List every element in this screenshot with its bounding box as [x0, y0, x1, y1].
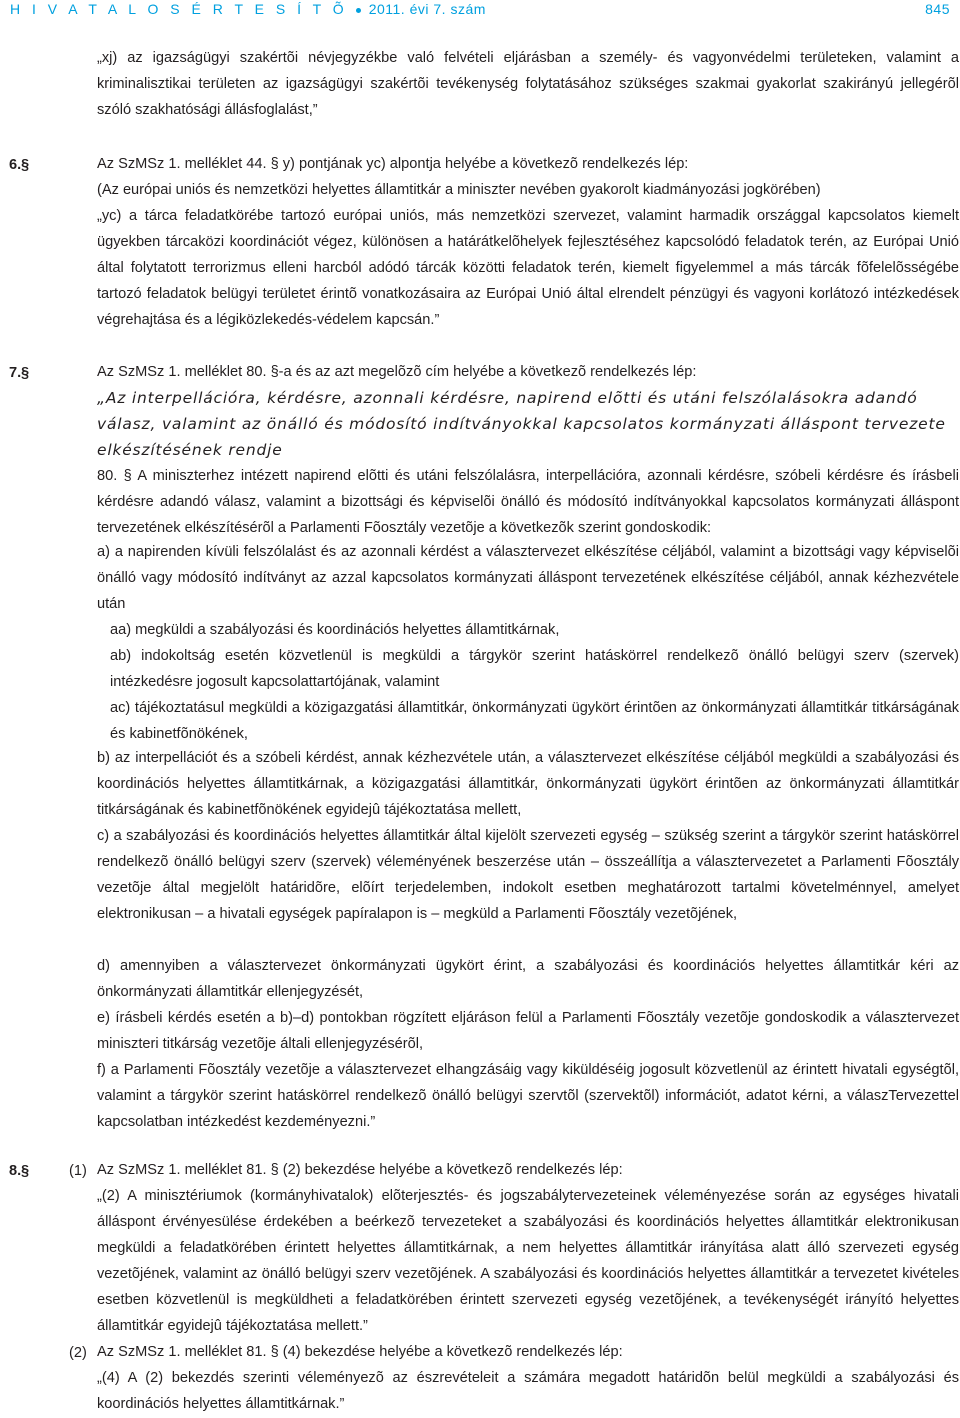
publication-title: H I V A T A L O S É R T E S Í T Õ	[10, 1, 348, 17]
point-ab: ab) indokoltság esetén közvetlenül is megküldi a tárgykör szerint hatáskörrel rendelkezõ önálló belügyi szerv (szervek) intézkedésre jogosult kapcsolattartójának, valamint	[110, 648, 959, 690]
point-f: f) a Parlamenti Fõosztály vezetõje a választervezet elhangzásáig vagy kiküldéséig jogosult közvetlenül az érintett hivatali egységtõl, valamint a tárgykör szerint hatáskörrel rendelkezõ önálló belügyi szervtõl (szervektõl) információt, adatot kérni, a válaszTervezettel kapcsolatban intézkedést kezdeményezni.”	[97, 1062, 959, 1130]
section-sign: §	[21, 1163, 30, 1179]
subsection-1-number: (1)	[69, 1163, 87, 1179]
point-ac: ac) tájékoztatásul megküldi a közigazgatási államtitkár, önkormányzati ügykört érintõen az önkormányzati államtitkár titkárságának és kabinetfõnökének,	[110, 700, 959, 742]
issue-date: 2011. évi 7. szám	[368, 1, 486, 17]
section-6-lead: Az SzMSz 1. melléklet 44. § y) pontjának yc) alpontja helyébe a következõ rendelkezés lép:	[97, 156, 689, 172]
section-6-context: (Az európai uniós és nemzetközi helyettes államtitkár a miniszter nevében gyakorolt kiadmányozási jogkörében)	[97, 182, 821, 198]
paragraph-80: 80. § A miniszterhez intézett napirend elõtti és utáni felszólalásra, interpellációra, azonnali kérdésre, szóbeli kérdésre és írásbeli kérdésre adandó válasz, valamint a bizottsági és képviselõi önálló és módosító indítványokkal kapcsolatos kormányzati álláspont tervezetének elkészítésérõl a Parlamenti Fõosztály vezetõje a következõk szerint gondoskodik:	[97, 468, 959, 536]
point-a: a) a napirenden kívüli felszólalást és az azonnali kérdést a választervezet elkészítése céljából, valamint a bizottsági vagy képviselõi önálló vagy módosító indítványt az azzal kapcsolatos kormányzati álláspont tervezetének elkészítése céljából, annak kézhezvétele után	[97, 544, 959, 612]
point-d: d) amennyiben a választervezet önkormányzati ügykört érint, a szabályozási és koordinációs helyettes államtitkár kéri az önkormányzati államtitkár ellenjegyzését,	[97, 958, 959, 1000]
subsection-1-text: „(2) A minisztériumok (kormányhivatalok) elõterjesztés- és jogszabálytervezeteinek véleményezése során az egységes hivatali álláspont érvényesülése érdekében a beérkezõ tervezeteket a szabályozási és koordinációs helyettes államtitkár elektronikusan megküldi a feladatkörében érintett helyettes államtitkárnak, a nem helyettes államtitkár irányítása alatt álló szervezeti egység vezetõjének, valamint az önálló belügyi szerv vezetõjének. A szabályozási és koordinációs helyettes államtitkár a tervezetet kivételes esetben közvetlenül is megküldheti a feladatkörében érintett szervezeti egység vezetõjének, a tevékenységét irányító helyettes államtitkár egyidejû tájékoztatása mellett.”	[97, 1188, 959, 1334]
page-number: 845	[925, 1, 950, 17]
point-c: c) a szabályozási és koordinációs helyettes államtitkár által kijelölt szervezeti egység – szükség szerint a tárgykör szerint hatáskörrel rendelkezõ önálló belügyi szerv (szervek) véleményének beszerzése után – összeállítja a választervezetet a Parlamenti Fõosztály vezetõje által megjelölt határidõre, elõírt terjedelemben, indokolt esetben meghatározott tartalmi követelménnyel, amelyet elektronikusan – a hivatali egységek papíralapon is – megküld a Parlamenti Fõosztály vezetõjének,	[97, 828, 959, 922]
section-number-6: 6.	[9, 157, 22, 173]
page-header	[10, 0, 950, 18]
point-aa: aa) megküldi a szabályozási és koordinációs helyettes államtitkárnak,	[110, 622, 560, 638]
point-b: b) az interpellációt és a szóbeli kérdést, annak kézhezvétele után, a választervezet elkészítése céljából megküldi a szabályozási és koordinációs helyettes államtitkárnak, a közigazgatási államtitkár, önkormányzati ügykört érintõen az önkormányzati államtitkár titkárságának és kabinetfõnökének egyidejû tájékoztatása mellett,	[97, 750, 959, 818]
point-e: e) írásbeli kérdés esetén a b)–d) pontokban rögzített eljáráson felül a Parlamenti Fõosztály vezetõje gondoskodik a választervezet miniszteri titkárság vezetõje általi ellenjegyzésérõl,	[97, 1010, 959, 1052]
subsection-2-lead: Az SzMSz 1. melléklet 81. § (4) bekezdése helyébe a következõ rendelkezés lép:	[97, 1344, 623, 1360]
subsection-2-number: (2)	[69, 1345, 87, 1361]
intro-quote: „xj) az igazságügyi szakértõi névjegyzékbe való felvételi eljárásban a személy- és vagyonvédelmi területeken, valamint a kriminalisztikai területen az igazságügyi szakértõi tevékenység folytatásához szükséges szakmai gyakorlat szakirányú jellegérõl szóló szakhatósági állásfoglalást,”	[97, 50, 959, 118]
header-left	[10, 1, 486, 17]
section-number-8: 8.	[9, 1163, 22, 1179]
section-6-text: „yc) a tárca feladatkörébe tartozó európai uniós, más nemzetközi szervezet, valamint harmadik országgal kapcsolatos kiemelt ügyekben tárcaközi koordinációt végez, különösen a határátkelõhelyek fejlesztéséhez kapcsolódó feladatok terén, az Európai Unió által folytatott terrorizmus elleni harcból adódó tárcák közötti feladatok terén, kiemelt figyelemmel a más tárcák fõfelelõsségébe tartozó feladatok belügyi területet érintõ vonatkozásaira az Európai Unió által elrendelt pénzügyi és vagyoni korlátozó intézkedések végrehajtása és a légiközlekedés-védelem kapcsán.”	[97, 208, 959, 328]
section-number-7: 7.	[9, 365, 22, 381]
section-7-lead: Az SzMSz 1. melléklet 80. §-a és az azt megelõzõ cím helyébe a következõ rendelkezés lép:	[97, 364, 697, 380]
section-7-heading: „Az interpellációra, kérdésre, azonnali kérdésre, napirend elõtti és utáni felszólalásokra adandó válasz, valamint az önálló és módosító indítványokkal kapcsolatos kormányzati álláspont tervezete elkészítésének rendje	[97, 389, 946, 460]
section-sign: §	[21, 365, 30, 381]
section-sign: §	[21, 157, 30, 173]
subsection-2-text: „(4) A (2) bekezdés szerinti véleményezõ az észrevételeit a számára megadott határidõn belül megküldi a szabályozási és koordinációs helyettes államtitkárnak.”	[97, 1370, 959, 1412]
subsection-1-lead: Az SzMSz 1. melléklet 81. § (2) bekezdése helyébe a következõ rendelkezés lép:	[97, 1162, 623, 1178]
separator-dot-icon	[356, 8, 361, 13]
